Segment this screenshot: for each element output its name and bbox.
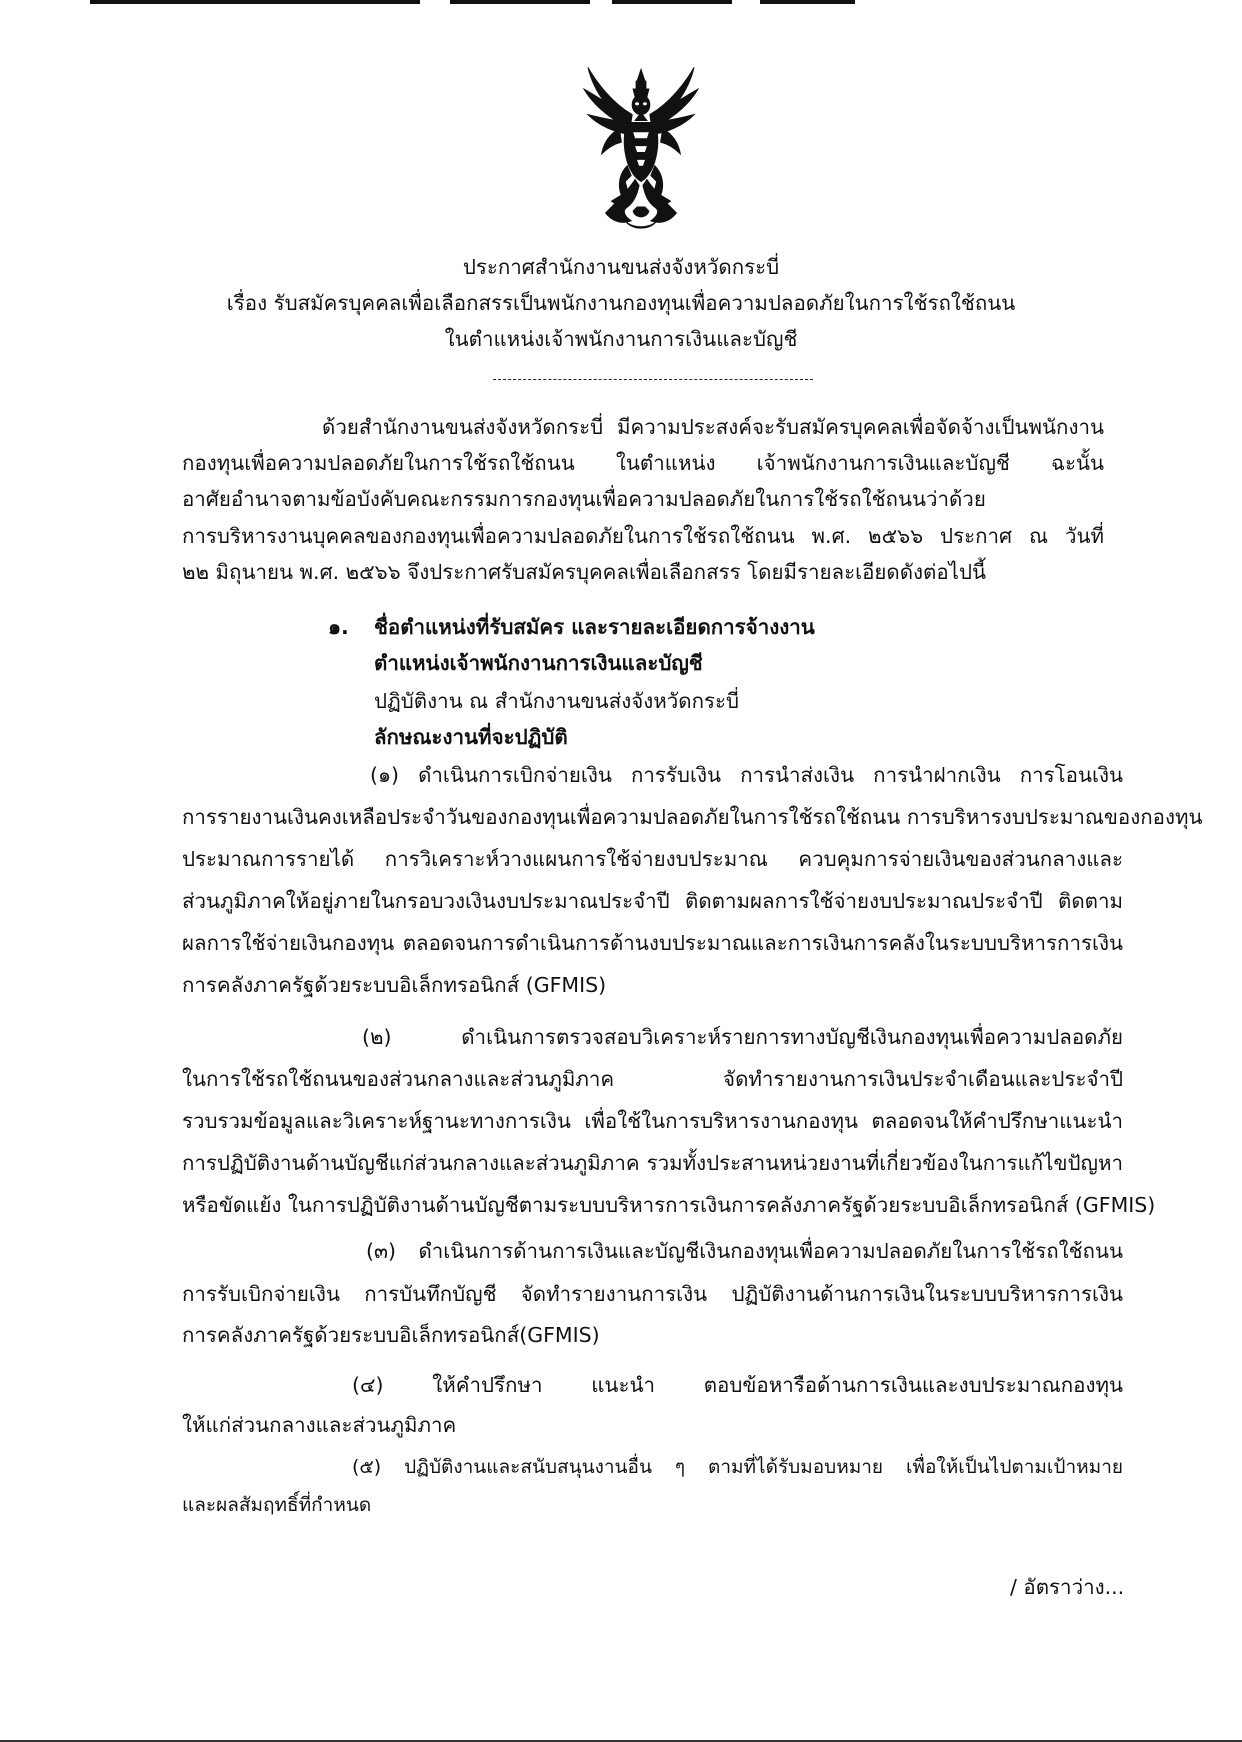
duty-1-line-1: (๑) ดำเนินการเบิกจ่ายเงิน การรับเงิน การนำส่งเงิน การนำฝากเงิน การโอนเงิน — [370, 763, 1123, 787]
announcement-title: ประกาศสำนักงานขนส่งจังหวัดกระบี่ — [462, 255, 780, 279]
duty-2-line-5: หรือขัดแย้ง ในการปฏิบัติงานด้านบัญชีตามระบบบริหารการเงินการคลังภาครัฐด้วยระบบอิเล็กทรอนิกส์ (GFMIS) — [182, 1193, 1156, 1217]
intro-line-3: อาศัยอำนาจตามข้อบังคับคณะกรรมการกองทุนเพื่อความปลอดภัยในการใช้รถใช้ถนนว่าด้วย — [182, 487, 986, 511]
duty-5-line-2: และผลสัมฤทธิ์ที่กำหนด — [182, 1494, 372, 1516]
duty-3-line-2: การรับเบิกจ่ายเงิน การบันทึกบัญชี จัดทำรายงานการเงิน ปฏิบัติงานด้านการเงินในระบบบริหารการเงิน — [182, 1282, 1123, 1306]
subject-line-2: ในตำแหน่งเจ้าพนักงานการเงินและบัญชี — [444, 327, 798, 351]
duty-3-line-1: (๓) ดำเนินการด้านการเงินและบัญชีเงินกองทุนเพื่อความปลอดภัยในการใช้รถใช้ถนน — [366, 1239, 1123, 1263]
subject-line: เรื่อง รับสมัครบุคคลเพื่อเลือกสรรเป็นพนักงานกองทุนเพื่อความปลอดภัยในการใช้รถใช้ถนน — [226, 291, 1016, 315]
duty-1-line-5: ผลการใช้จ่ายเงินกองทุน ตลอดจนการดำเนินการด้านงบประมาณและการเงินการคลังในระบบบริหารการเงิน — [182, 931, 1123, 955]
position-title: ตำแหน่งเจ้าพนักงานการเงินและบัญชี — [374, 651, 703, 675]
duty-4-line-1: (๔) ให้คำปรึกษา แนะนำ ตอบข้อหารือด้านการเงินและงบประมาณกองทุน — [352, 1373, 1123, 1397]
duty-1-line-6: การคลังภาครัฐด้วยระบบอิเล็กทรอนิกส์ (GFMIS) — [182, 973, 607, 997]
intro-line-2: กองทุนเพื่อความปลอดภัยในการใช้รถใช้ถนน ในตำแหน่ง เจ้าพนักงานการเงินและบัญชี ฉะนั้น — [182, 451, 1104, 475]
intro-line-5: ๒๒ มิถุนายน พ.ศ. ๒๕๖๖ จึงประกาศรับสมัครบุคคลเพื่อเลือกสรร โดยมีรายละเอียดดังต่อไปนี้ — [182, 560, 987, 584]
title-divider-rule — [493, 379, 813, 380]
duty-2-line-2: ในการใช้รถใช้ถนนของส่วนกลางและส่วนภูมิภาค จัดทำรายงานการเงินประจำเดือนและประจำปี — [182, 1067, 1123, 1091]
duty-1-line-2: การรายงานเงินคงเหลือประจำวันของกองทุนเพื่อความปลอดภัยในการใช้รถใช้ถนน การบริหารงบประมาณของกองทุน — [182, 805, 1203, 829]
garuda-emblem-icon — [582, 62, 700, 238]
duty-2-line-3: รวบรวมข้อมูลและวิเคราะห์ฐานะทางการเงิน เพื่อใช้ในการบริหารงานกองทุน ตลอดจนให้คำปรึกษาแนะนำ — [182, 1109, 1123, 1133]
workplace-line: ปฏิบัติงาน ณ สำนักงานขนส่งจังหวัดกระบี่ — [374, 689, 740, 713]
section-number: ๑. — [328, 615, 349, 639]
duty-1-line-4: ส่วนภูมิภาคให้อยู่ภายในกรอบวงเงินงบประมาณประจำปี ติดตามผลการใช้จ่ายงบประมาณประจำปี ติดตาม — [182, 889, 1123, 913]
duty-5-line-1: (๕) ปฏิบัติงานและสนับสนุนงานอื่น ๆ ตามที่ได้รับมอบหมาย เพื่อให้เป็นไปตามเป้าหมาย — [352, 1456, 1123, 1478]
continuation-note: / อัตราว่าง... — [1010, 1575, 1125, 1599]
section-heading: ชื่อตำแหน่งที่รับสมัคร และรายละเอียดการจ้างงาน — [374, 615, 815, 639]
scan-edge-top — [0, 0, 1242, 4]
duties-heading: ลักษณะงานที่จะปฏิบัติ — [374, 725, 568, 749]
duty-2-line-4: การปฏิบัติงานด้านบัญชีแก่ส่วนกลางและส่วนภูมิภาค รวมทั้งประสานหน่วยงานที่เกี่ยวข้องในการแก้ไขปัญหา — [182, 1151, 1123, 1175]
title-divider: --------------------------------------------- — [507, 363, 735, 379]
duty-3-line-3: การคลังภาครัฐด้วยระบบอิเล็กทรอนิกส์(GFMIS) — [182, 1323, 600, 1347]
duty-4-line-2: ให้แก่ส่วนกลางและส่วนภูมิภาค — [182, 1413, 457, 1437]
intro-line-1: ด้วยสำนักงานขนส่งจังหวัดกระบี่ มีความประสงค์จะรับสมัครบุคคลเพื่อจัดจ้างเป็นพนักงาน — [322, 415, 1104, 439]
duty-1-line-3: ประมาณการรายได้ การวิเคราะห์วางแผนการใช้จ่ายงบประมาณ ควบคุมการจ่ายเงินของส่วนกลางและ — [182, 847, 1123, 871]
duty-2-line-1: (๒) ดำเนินการตรวจสอบวิเคราะห์รายการทางบัญชีเงินกองทุนเพื่อความปลอดภัย — [362, 1025, 1123, 1049]
intro-line-4: การบริหารงานบุคคลของกองทุนเพื่อความปลอดภัยในการใช้รถใช้ถนน พ.ศ. ๒๕๖๖ ประกาศ ณ วันที่ — [182, 524, 1104, 548]
